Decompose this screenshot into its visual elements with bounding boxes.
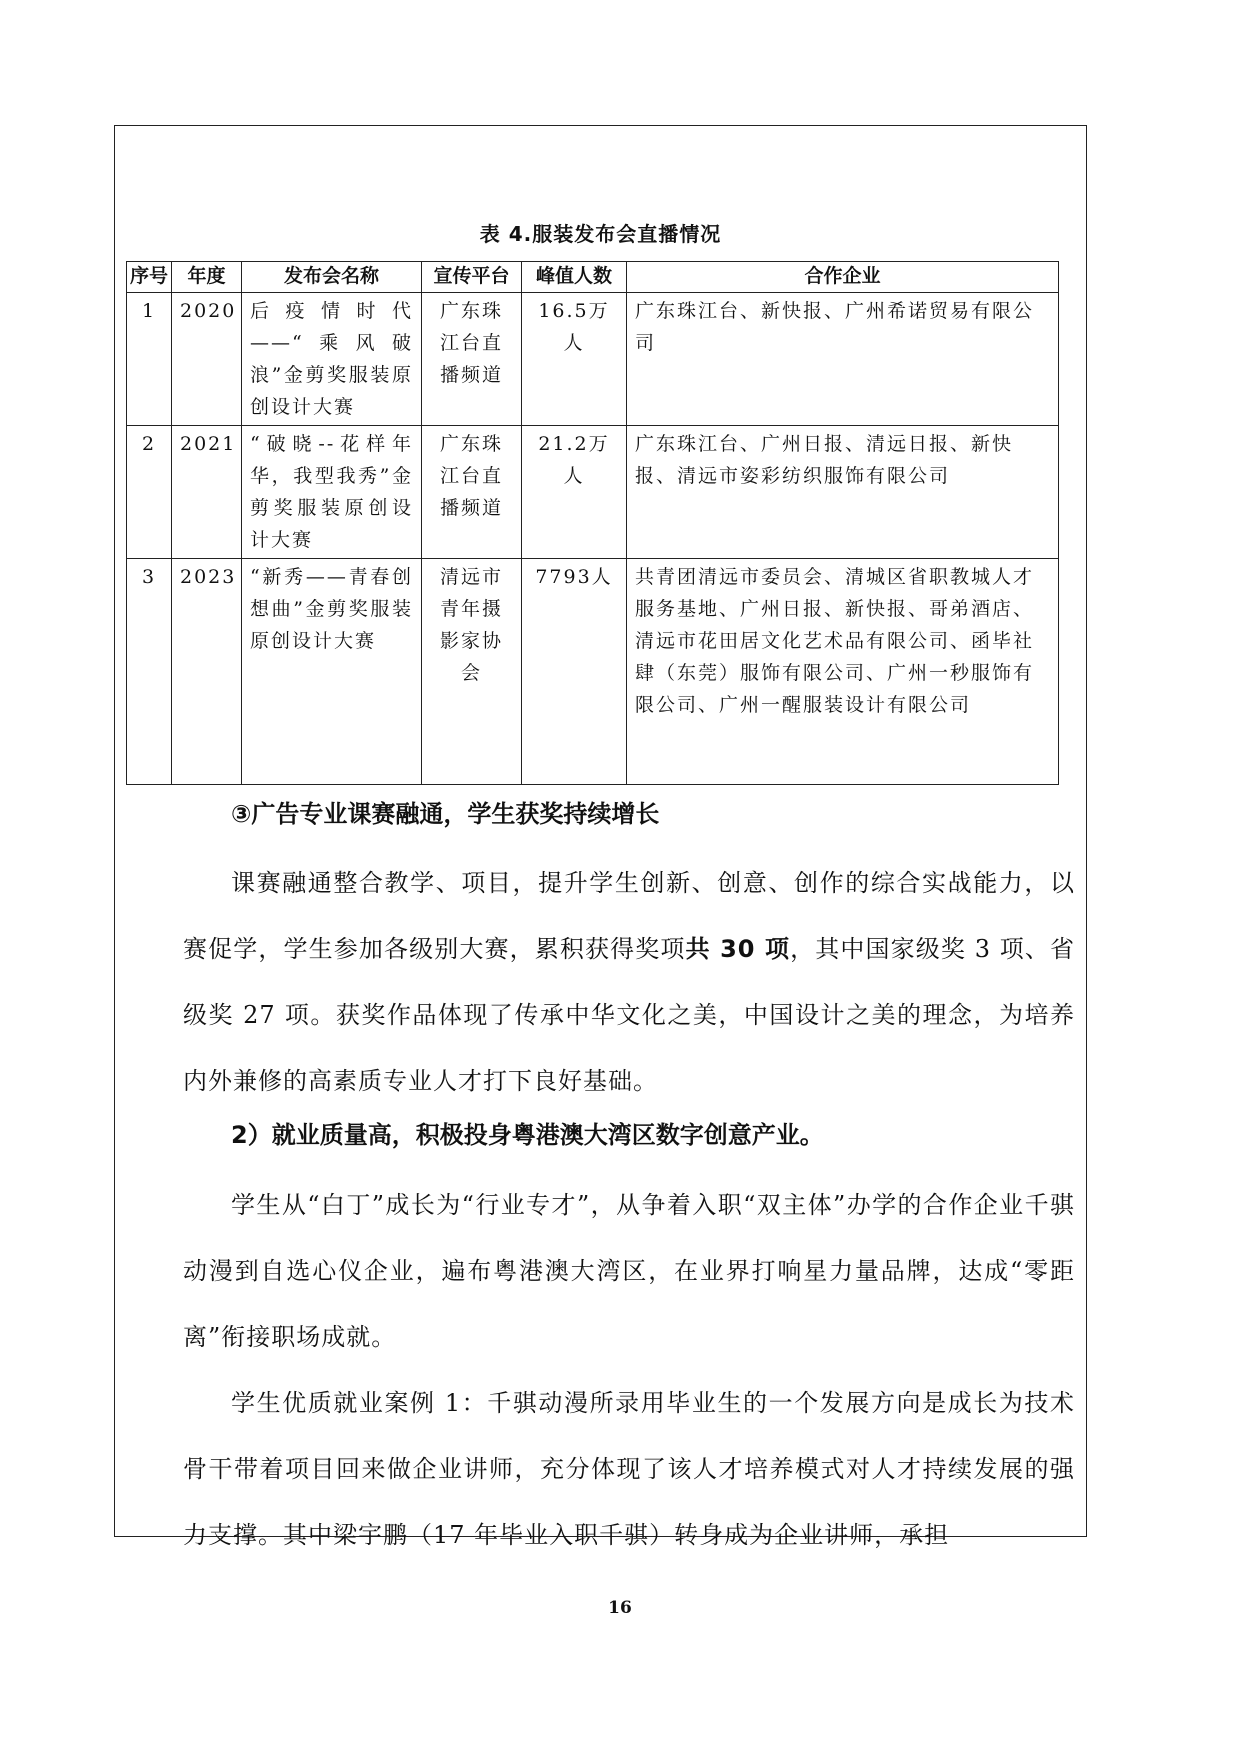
cell-event-name: 后疫情时代——“乘风破浪”金剪奖服装原创设计大赛 xyxy=(242,293,422,426)
cell-partners: 广东珠江台、广州日报、清远日报、新快报、清远市姿彩纺织服饰有限公司 xyxy=(627,426,1059,559)
header-platform: 宣传平台 xyxy=(422,262,522,293)
cell-platform: 清远市青年摄影家协会 xyxy=(422,559,522,785)
table-row xyxy=(127,293,1059,426)
section-heading-awards: ③广告专业课赛融通，学生获奖持续增长 xyxy=(231,800,660,828)
cell-partners: 共青团清远市委员会、清城区省职教城人才服务基地、广州日报、新快报、哥弟酒店、清远市花田居文化艺术品有限公司、函毕社肆（东莞）服饰有限公司、广州一秒服饰有限公司、广州一醒服装设计有限公司 xyxy=(627,559,1059,785)
header-year: 年度 xyxy=(172,262,242,293)
section-heading-employment: 2）就业质量高，积极投身粤港澳大湾区数字创意产业。 xyxy=(231,1121,824,1149)
cell-partners: 广东珠江台、新快报、广州希诺贸易有限公司 xyxy=(627,293,1059,426)
cell-peak-viewers: 16.5万人 xyxy=(522,293,627,426)
cell-year: 2021 xyxy=(172,426,242,559)
paragraph-awards-bold: 共 30 项 xyxy=(685,935,791,963)
paragraph-awards-text-a: 课赛融通整合教学、项目，提升学生创新、创意、创作的综合实战能力，以赛促学，学生参加各级别大赛，累积获得奖项 xyxy=(183,869,1075,963)
header-peak-viewers: 峰值人数 xyxy=(522,262,627,293)
cell-year: 2020 xyxy=(172,293,242,426)
page-number: 16 xyxy=(608,1598,632,1618)
table-row xyxy=(127,559,1059,785)
cell-index: 2 xyxy=(127,426,172,559)
cell-event-name: “破晓--花样年华，我型我秀”金剪奖服装原创设计大赛 xyxy=(242,426,422,559)
header-index: 序号 xyxy=(127,262,172,293)
paragraph-employment: 学生从“白丁”成长为“行业专才”，从争着入职“双主体”办学的合作企业千骐动漫到自选心仪企业，遍布粤港澳大湾区，在业界打响星力量品牌，达成“零距离”衔接职场成就。 xyxy=(183,1191,1075,1351)
paragraph-awards xyxy=(183,850,1075,1114)
paragraph-case-1: 学生优质就业案例 1：千骐动漫所录用毕业生的一个发展方向是成长为技术骨干带着项目回来做企业讲师，充分体现了该人才培养模式对人才持续发展的强力支撑。其中梁宇鹏（17 年毕业入职千骐）转身成为企业讲师，承担 xyxy=(183,1389,1075,1549)
header-partners: 合作企业 xyxy=(627,262,1059,293)
table-row xyxy=(127,426,1059,559)
cell-event-name: “新秀——青春创想曲”金剪奖服装原创设计大赛 xyxy=(242,559,422,785)
header-event-name: 发布会名称 xyxy=(242,262,422,293)
table-header-row xyxy=(127,262,1059,293)
cell-index: 1 xyxy=(127,293,172,426)
cell-peak-viewers: 21.2万人 xyxy=(522,426,627,559)
content-frame xyxy=(114,125,1087,1549)
table-caption: 表 4.服装发布会直播情况 xyxy=(479,222,722,246)
cell-year: 2023 xyxy=(172,559,242,785)
cell-platform: 广东珠江台直播频道 xyxy=(422,293,522,426)
paragraph-awards-text-b: ，其中国家级奖 3 项、省级奖 27 项。获奖作品体现了传承中华文化之美，中国设计之美的理念，为培养内外兼修的高素质专业人才打下良好基础。 xyxy=(183,935,1076,1095)
cell-peak-viewers: 7793人 xyxy=(522,559,627,785)
cell-platform: 广东珠江台直播频道 xyxy=(422,426,522,559)
launch-event-table xyxy=(126,261,1059,785)
cell-index: 3 xyxy=(127,559,172,785)
